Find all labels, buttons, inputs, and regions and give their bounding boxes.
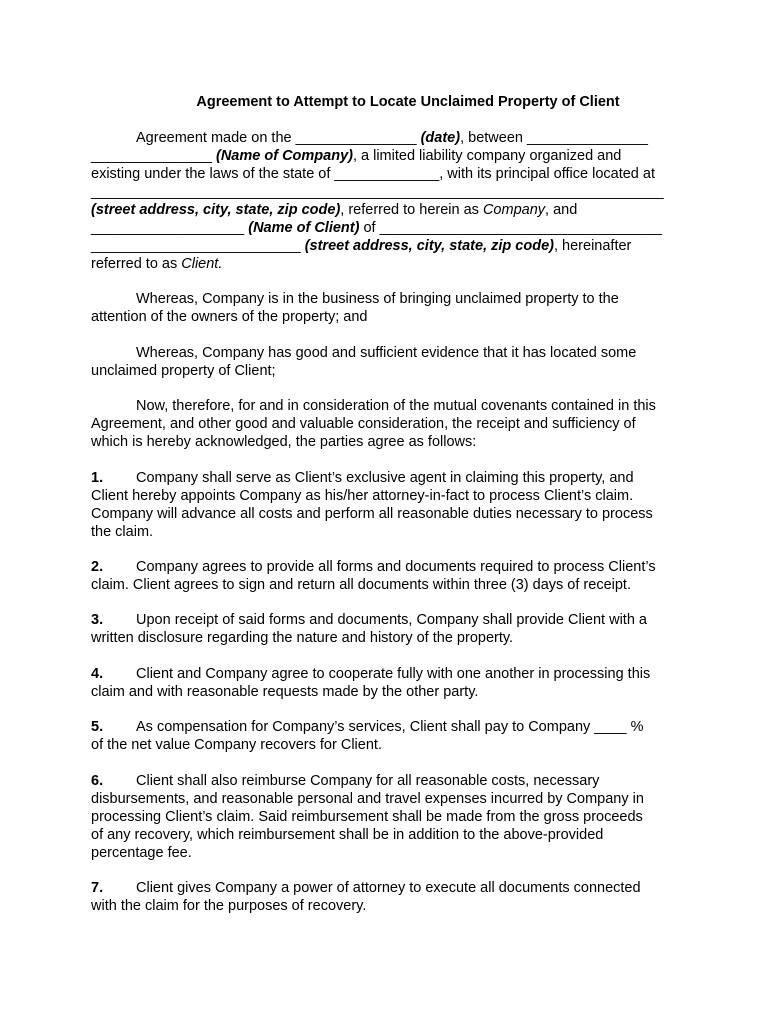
clause-4-line-1: Client and Company agree to cooperate fully with one another in processing this [136,666,651,682]
clause-2-line-2: claim. Client agrees to sign and return all documents within three (3) days of receipt. [91,577,631,593]
clause-number: 7. [91,880,104,896]
intro-text: , between _______________ [460,130,648,146]
clause-1-line-1: Company shall serve as Client’s exclusive agent in claiming this property, and [136,470,634,486]
clause-5-line-2: of the net value Company recovers for Client. [91,737,382,753]
intro-text: , a limited liability company organized and [352,148,622,164]
intro-line-5 [91,201,577,219]
intro-line-6 [91,219,662,237]
clause-number: 1. [91,470,104,486]
intro-line-1 [136,129,648,147]
defined-term-client: Client. [181,256,223,272]
clause-3-line-1: Upon receipt of said forms and documents, Company shall provide Client with a [136,612,647,628]
clause-number: 6. [91,773,104,789]
clause-number: 5. [91,719,104,735]
intro-text: of ___________________________________ [359,220,662,236]
intro-line-4: _______________________________________________________________________ [91,184,664,200]
clause-6-line-1: Client shall also reimburse Company for all reasonable costs, necessary [136,773,600,789]
clause-1-line-4: the claim. [91,524,154,540]
client-name-placeholder: (Name of Client) [248,220,360,236]
address-placeholder: (street address, city, state, zip code) [91,202,341,218]
now-therefore-line-3: which is hereby acknowledged, the parties agree as follows: [91,434,477,450]
company-name-placeholder: (Name of Company) [216,148,353,164]
whereas-1-line-1: Whereas, Company is in the business of bringing unclaimed property to the [136,291,619,307]
clause-number: 3. [91,612,104,628]
intro-text: _______________ [91,148,216,164]
intro-line-8 [91,255,222,273]
clause-1-line-2: Client hereby appoints Company as his/her attorney-in-fact to process Client’s claim. [91,488,634,504]
intro-text: Agreement made on the _______________ [136,130,421,146]
clause-number: 4. [91,666,104,682]
clause-7-line-2: with the claim for the purposes of recovery. [91,898,367,914]
clause-4-line-2: claim and with reasonable requests made by the other party. [91,684,479,700]
defined-term-company: Company [482,202,546,218]
clause-3-line-2: written disclosure regarding the nature and history of the property. [91,630,514,646]
address-placeholder: (street address, city, state, zip code) [304,238,554,254]
intro-text: , and [545,202,578,218]
now-therefore-line-1: Now, therefore, for and in consideration of the mutual covenants contained in this [136,398,656,414]
now-therefore-line-2: Agreement, and other good and valuable consideration, the receipt and sufficiency of [91,416,636,432]
document-title: Agreement to Attempt to Locate Unclaimed Property of Client [196,94,620,110]
whereas-1-line-2: attention of the owners of the property; and [91,309,368,325]
intro-line-3: existing under the laws of the state of _____________, with its principal office located at [91,166,655,182]
intro-line-2 [91,147,621,165]
clause-1-line-3: Company will advance all costs and perform all reasonable duties necessary to process [91,506,653,522]
clause-6-line-4: of any recovery, which reimbursement shall be in addition to the above-provided [91,827,604,843]
whereas-2-line-2: unclaimed property of Client; [91,363,276,379]
intro-text: , referred to herein as [340,202,483,218]
clause-6-line-3: processing Client’s claim. Said reimbursement shall be made from the gross proceeds [91,809,643,825]
intro-line-7 [91,237,631,255]
intro-text: __________________________ [91,238,305,254]
clause-6-line-5: percentage fee. [91,845,192,861]
intro-text: referred to as [91,256,182,272]
date-placeholder: (date) [420,130,461,146]
intro-text: ___________________ [91,220,249,236]
clause-6-line-2: disbursements, and reasonable personal and travel expenses incurred by Company in [91,791,644,807]
clause-7-line-1: Client gives Company a power of attorney to execute all documents connected [136,880,641,896]
clause-5-line-1: As compensation for Company’s services, Client shall pay to Company ____ % [136,719,644,735]
clause-number: 2. [91,559,104,575]
intro-text: , hereinafter [553,238,632,254]
clause-2-line-1: Company agrees to provide all forms and documents required to process Client’s [136,559,656,575]
whereas-2-line-1: Whereas, Company has good and sufficient evidence that it has located some [136,345,637,361]
